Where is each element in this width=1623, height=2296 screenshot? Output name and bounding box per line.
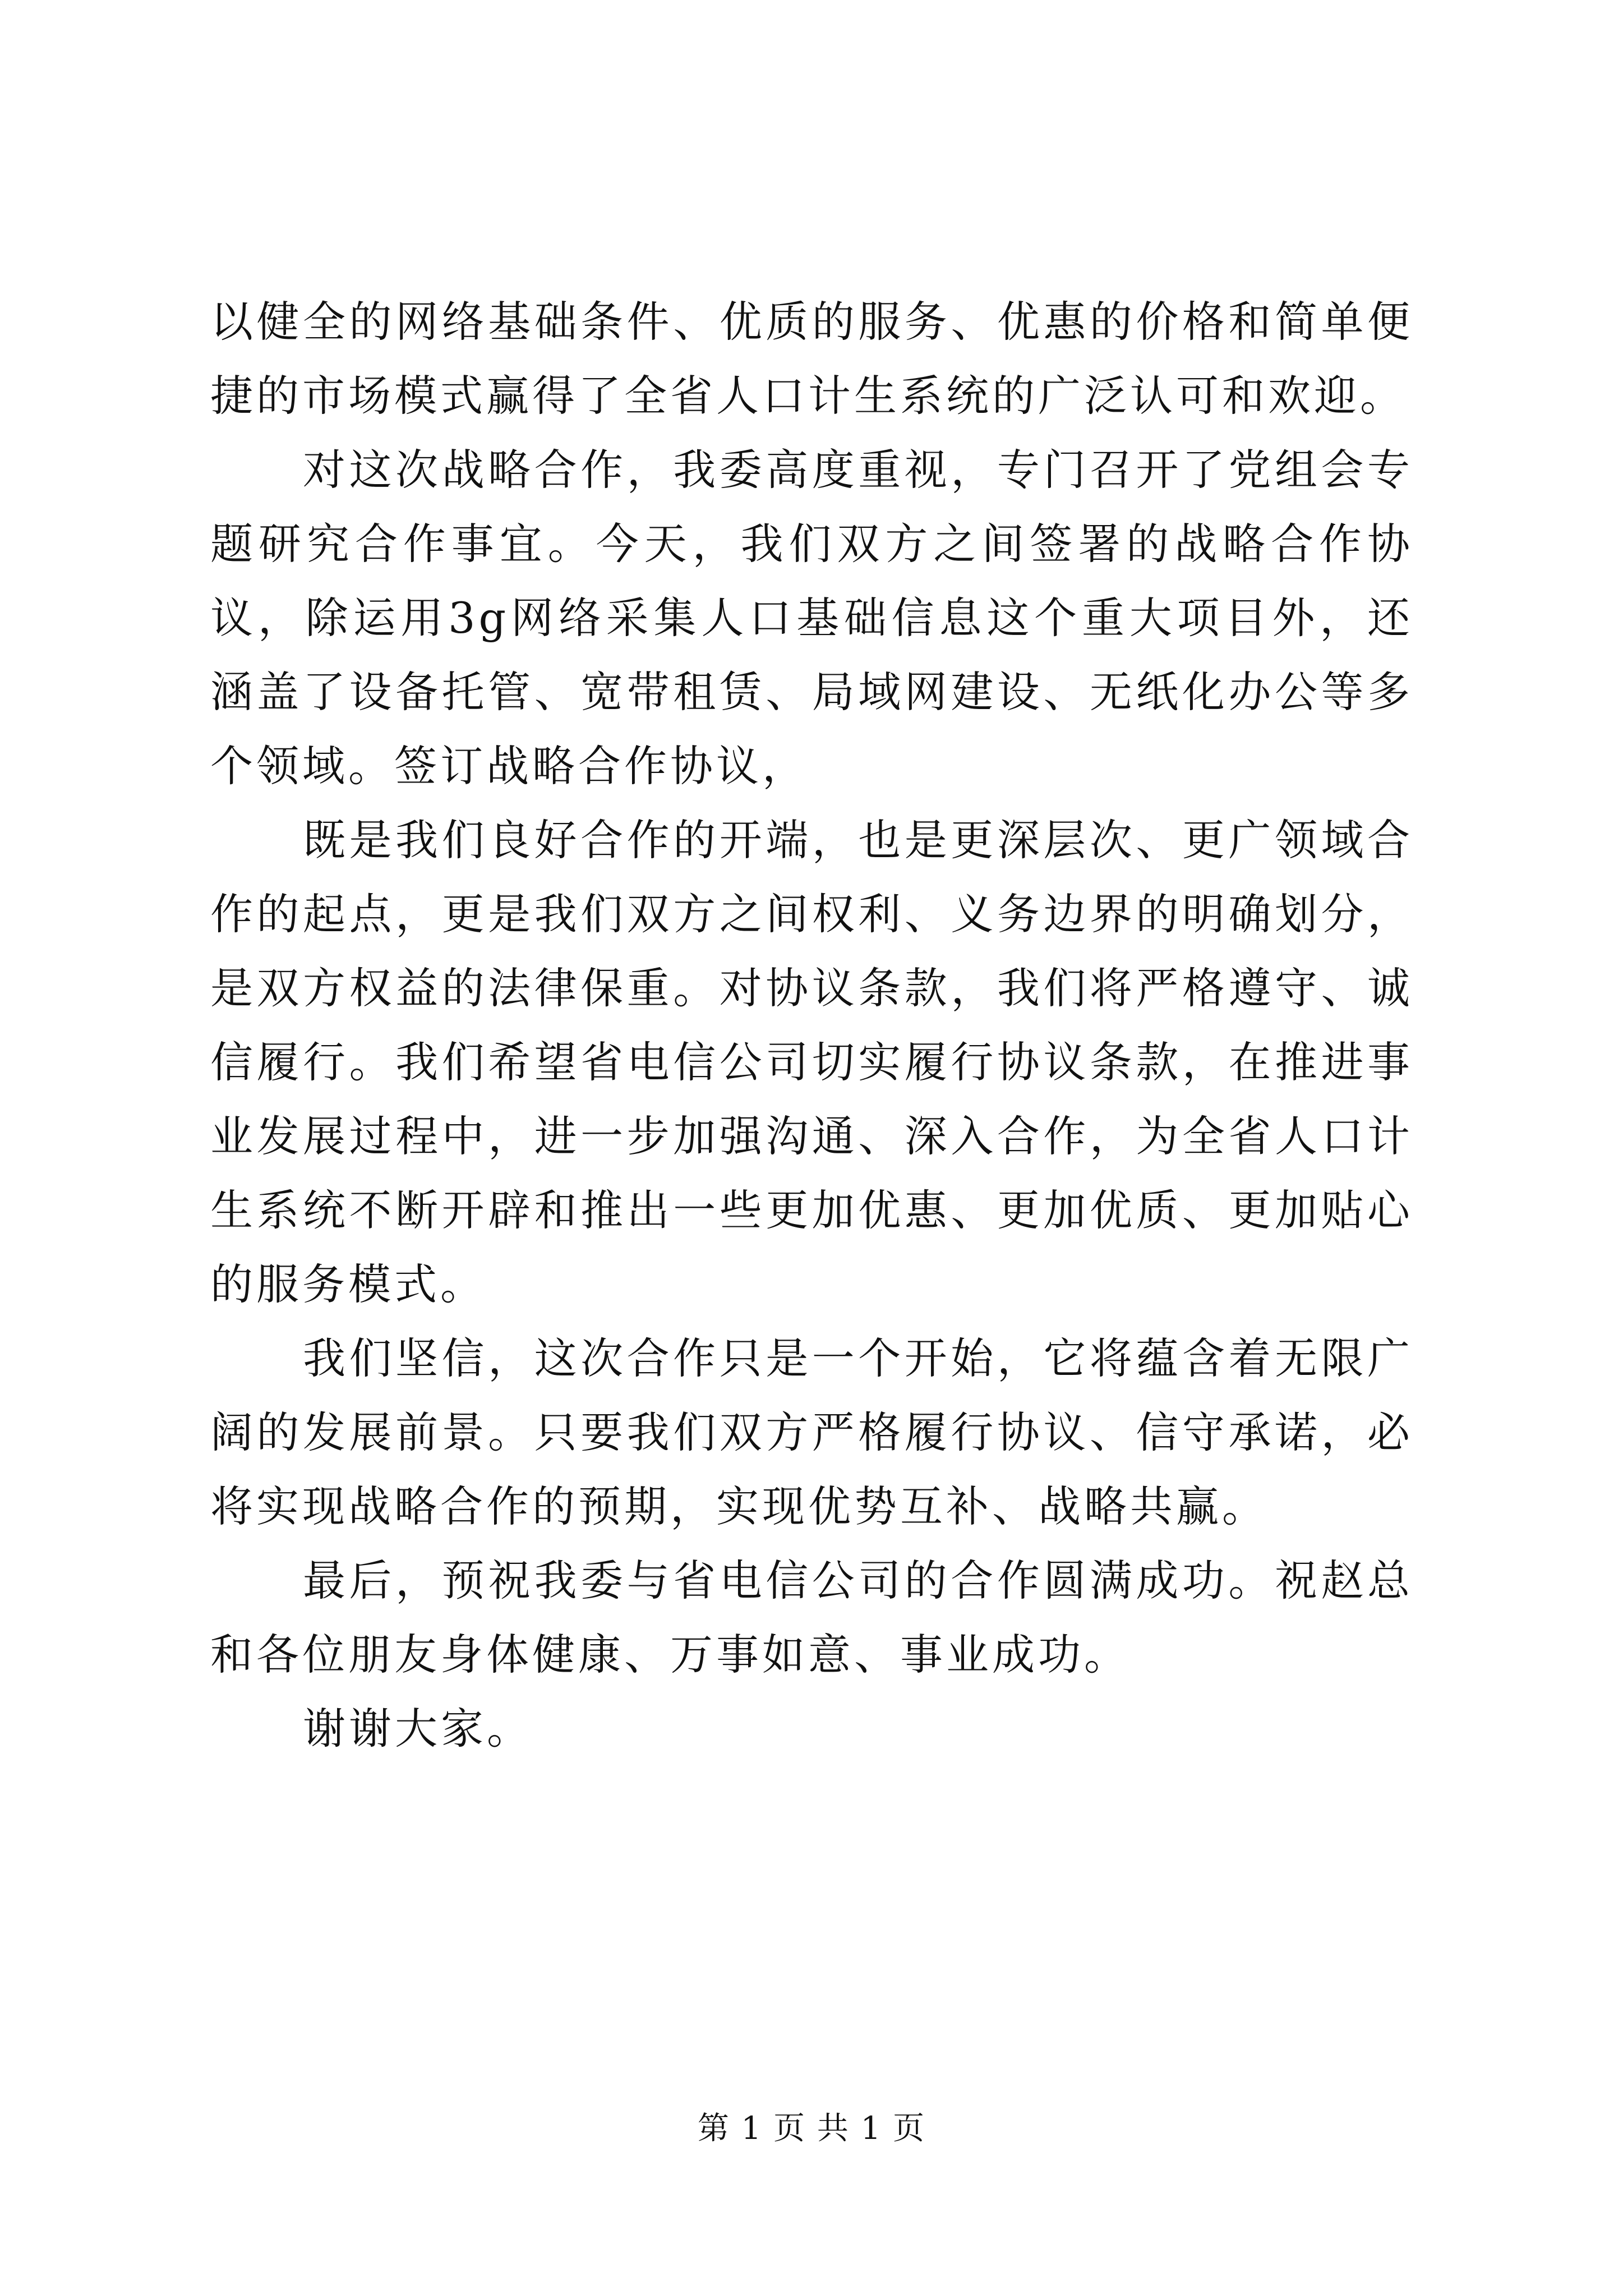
paragraph-strategic-cooperation: 对这次战略合作，我委高度重视，专门召开了党组会专题研究合作事宜。今天，我们双方之间签署的战略合作协议，除运用3g网络采集人口基础信息这个重大项目外，还涵盖了设备托管、宽带租赁、局域网建设、无纸化办公等多个领域。签订战略合作协议， xyxy=(210,445,1413,791)
paragraph-closing-wishes: 最后，预祝我委与省电信公司的合作圆满成功。祝赵总和各位朋友身体健康、万事如意、事业成功。 xyxy=(210,1556,1413,1680)
document-body xyxy=(210,285,1413,1766)
page-number-footer: 第 1 页 共 1 页 xyxy=(697,2110,926,2147)
paragraph-continuation: 以健全的网络基础条件、优质的服务、优惠的价格和简单便捷的市场模式赢得了全省人口计生系统的广泛认可和欢迎。 xyxy=(210,297,1413,421)
paragraph-confidence: 我们坚信，这次合作只是一个开始，它将蕴含着无限广阔的发展前景。只要我们双方严格履行协议、信守承诺，必将实现战略合作的预期，实现优势互补、战略共赢。 xyxy=(210,1333,1413,1531)
paragraph-thanks: 谢谢大家。 xyxy=(303,1704,533,1754)
paragraph-agreement-significance: 既是我们良好合作的开端，也是更深层次、更广领域合作的起点，更是我们双方之间权利、义务边界的明确划分，是双方权益的法律保重。对协议条款，我们将严格遵守、诚信履行。我们希望省电信公司切实履行协议条款，在推进事业发展过程中，进一步加强沟通、深入合作，为全省人口计生系统不断开辟和推出一些更加优惠、更加优质、更加贴心的服务模式。 xyxy=(210,815,1413,1309)
